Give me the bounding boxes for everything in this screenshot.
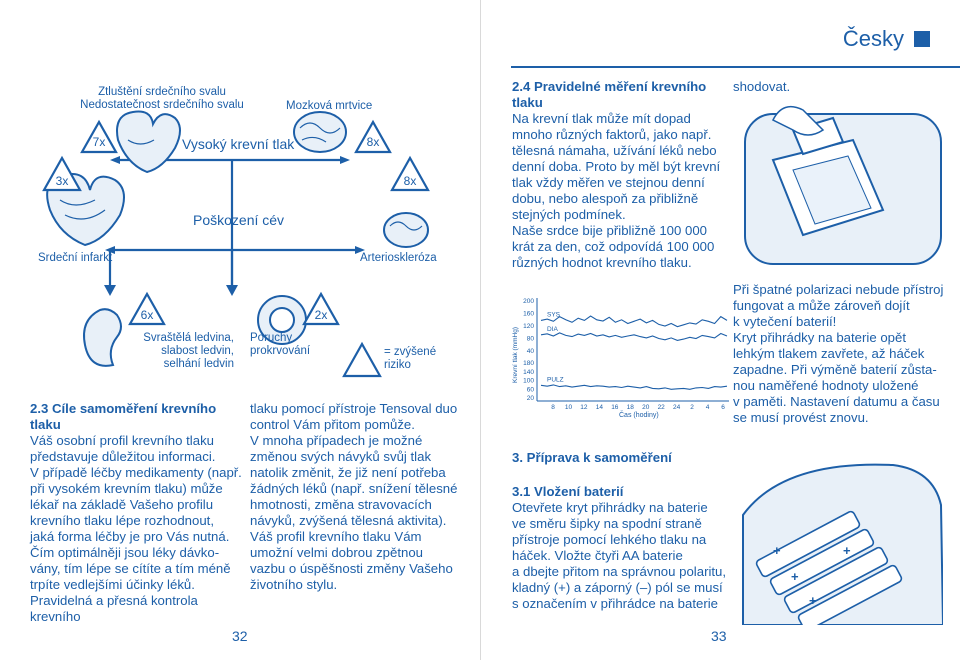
- x-tick-label: 12: [580, 404, 588, 411]
- label-arteriosclerosis: Arterioskleróza: [360, 252, 437, 264]
- risk-multiplier: 8x: [403, 174, 417, 188]
- y-tick-label: 40: [526, 348, 534, 355]
- risk-multiplier: 2x: [314, 308, 328, 322]
- svg-text:+: +: [791, 569, 799, 584]
- text-col1: Váš osobní profil krevního tlaku představuje důležitou informaci. V případě léčby medikamenty (např. při vysokém krevním tlaku) může lékař na základě Vašeho profilu krevního tlaku lépe rozhodnout, jaká forma léčby je pro Vás nutná. Čím optimálněji jsou léky dávko- vány, tím lépe se cítíte a tím méně trpíte vedlejšími účinky léků. Pravidelná a přesná kontrola krevního: [30, 433, 242, 624]
- label-heart-muscle: Ztluštění srdečního svalu Nedostatečnost srdečního svalu: [80, 86, 244, 111]
- language-label: Česky: [842, 26, 904, 51]
- x-tick-label: 22: [657, 404, 665, 411]
- y-tick-label: 80: [526, 335, 534, 343]
- heading-3-1: 3.1 Vložení baterií: [512, 484, 624, 499]
- page-number: 32: [232, 628, 248, 644]
- device-battery-cover-illustration: [733, 100, 943, 270]
- svg-text:+: +: [843, 543, 851, 558]
- x-tick-label: 14: [595, 404, 603, 411]
- series-label: PULZ: [547, 376, 564, 384]
- svg-text:+: +: [773, 543, 781, 558]
- x-tick-label: 24: [673, 404, 681, 411]
- brain-icon: [294, 112, 346, 152]
- y-tick-label: 20: [526, 395, 534, 402]
- y-tick-label: 60: [526, 386, 534, 394]
- heading-2-4: 2.4 Pravidelné měření krevního tlaku: [512, 79, 707, 110]
- page-number: 33: [711, 628, 727, 644]
- y-tick-label: 180: [523, 360, 534, 367]
- kidney-icon: [84, 309, 121, 366]
- x-tick-label: 4: [705, 404, 710, 411]
- y-tick-label: 120: [523, 323, 534, 330]
- x-axis-label: Čas (hodiny): [619, 412, 659, 419]
- series-label: SYS: [547, 311, 561, 319]
- y-tick-label: 160: [523, 310, 534, 318]
- text-col2: Při špatné polarizaci nebude přístroj fungovat a může zároveň dojít k vytečení baterií! Kryt přihrádky na baterie opět lehkým tlakem zavřete, až háček zapadne. Při výměně baterií zůsta- nou naměřené hodnoty uložené v paměti. Nastavení datumu a času se musí provést znovu.: [733, 282, 944, 425]
- heading-3: 3. Příprava k samoměření: [512, 450, 672, 465]
- x-tick-label: 18: [626, 404, 634, 411]
- right-page: [481, 0, 960, 660]
- text-col2-top: shodovat.: [733, 79, 791, 94]
- risk-multiplier: 6x: [140, 308, 154, 322]
- text-3-1: Otevřete kryt přihrádky na baterie ve směru šipky na spodní straně přístroje pomocí lehkého tlaku na háček. Vložte čtyři AA baterie a dbejte přitom na správnou polaritu, kladný (+) a záporný (–) pól se musí s označením v přihrádce na baterie: [512, 500, 727, 611]
- series-line-sys: [541, 316, 727, 327]
- battery-illustration: [733, 455, 943, 625]
- text-col2: tlaku pomocí přístroje Tensoval duo control Vám přitom pomůže. V mnoha případech je možné změnou svých návyků svůj tlak natolik změnit, že již není potřeba žádných léků (např. snížení tělesné hmotnosti, změna stravovacích návyků, zvýšená tělesná aktivita). Váš profil krevního tlaku Vám umožní velmi dobrou zpětnou vazbu o úspěšnosti změny Vašeho životního stylu.: [250, 401, 458, 592]
- risk-multiplier: 8x: [366, 135, 380, 149]
- series-line-dia: [541, 333, 727, 341]
- risk-diagram: [0, 0, 480, 390]
- x-tick-label: 20: [642, 404, 650, 411]
- x-tick-label: 2: [690, 404, 694, 411]
- risk-triangle-legend: [344, 344, 380, 376]
- bp-chart: [507, 293, 732, 423]
- y-tick-label: 200: [523, 298, 534, 305]
- heart-muscle-icon: [117, 112, 180, 173]
- y-axis-label: Krevní tlak (mmHg): [512, 327, 519, 383]
- risk-multiplier: 7x: [92, 135, 106, 149]
- header-rule: [511, 66, 960, 68]
- label-stroke: Mozková mrtvice: [286, 100, 373, 112]
- legend-increased-risk: = zvýšené riziko: [384, 346, 437, 371]
- label-heart-attack: Srdeční infarkt: [38, 252, 113, 264]
- center-high-bp: Vysoký krevní tlak: [182, 136, 295, 152]
- risk-multiplier: 3x: [55, 174, 69, 188]
- text-2-4: Na krevní tlak může mít dopad mnoho různých faktorů, jako např. tělesná námaha, užívání léků nebo denní doba. Proto by měl být krevní tlak vždy měřen ve stejnou denní dobu, nebo alespoň za přibližně stejných podmínek. Naše srdce bije přibližně 100 000 krát za den, což odpovídá 100 000 různých hodnot krevního tlaku.: [512, 111, 721, 270]
- center-vessel-damage: Poškození cév: [193, 212, 285, 228]
- label-circulation: Poruchy prokrvování: [250, 332, 311, 357]
- series-label: DIA: [547, 325, 558, 333]
- artery-brain-icon: [384, 213, 428, 247]
- series-line-pulz: [541, 385, 727, 389]
- svg-text:+: +: [809, 593, 817, 608]
- y-tick-label: 140: [523, 368, 534, 376]
- x-tick-label: 8: [551, 404, 555, 411]
- x-tick-label: 16: [611, 404, 619, 411]
- heading-2-3: 2.3 Cíle samoměření krevního tlaku: [30, 401, 217, 432]
- label-kidney: Svraštělá ledvina, slabost ledvin, selhání ledvin: [143, 332, 234, 370]
- x-tick-label: 6: [721, 404, 725, 411]
- x-tick-label: 10: [564, 404, 573, 411]
- language-tab: [843, 26, 930, 52]
- y-tick-label: 100: [523, 377, 534, 385]
- language-square-icon: [914, 31, 930, 47]
